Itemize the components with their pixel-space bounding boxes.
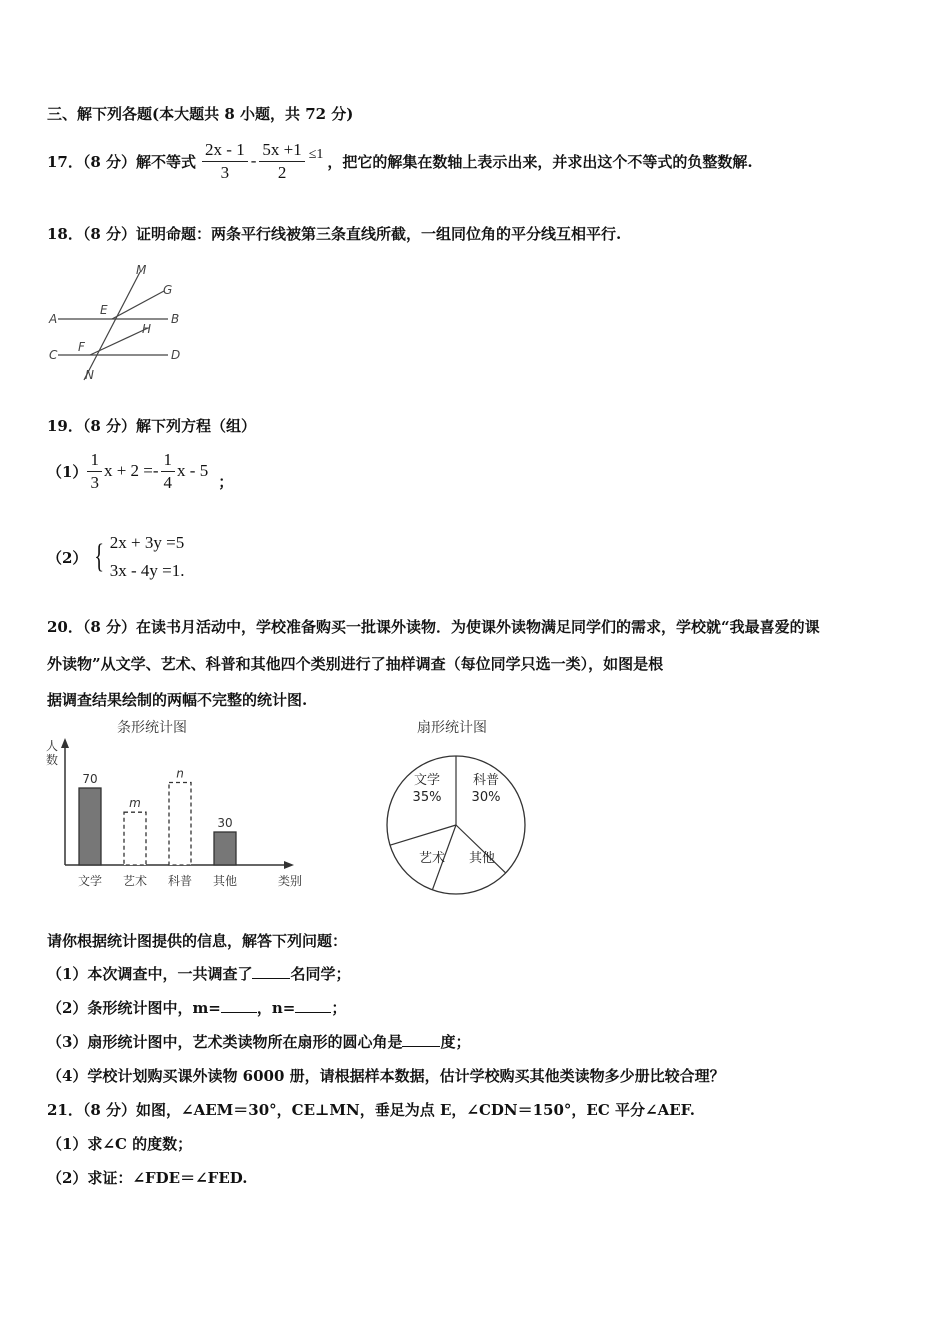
pie-slice-label: 文学 bbox=[413, 773, 441, 788]
question-21: 21．（8 分）如图，∠AEM＝30°，CE⊥MN，垂足为点 E，∠CDN＝150°，EC 平分∠AEF. bbox=[47, 1101, 696, 1119]
bar-category-label: 文学 bbox=[77, 874, 103, 888]
q20-line-2: 外读物”从文学、艺术、科普和其他四个类别进行了抽样调查（每位同学只选一类），如图是根 bbox=[47, 655, 664, 673]
question-19: 19．（8 分）解下列方程（组） bbox=[47, 417, 257, 435]
q20-sub-2: （2）条形统计图中，m= ，n= ； bbox=[47, 999, 347, 1017]
bar-chart bbox=[40, 710, 310, 895]
pie-chart-title: 扇形统计图 bbox=[417, 720, 487, 736]
x-axis-arrow-icon bbox=[284, 861, 294, 869]
pie-slice-label: 艺术 bbox=[418, 851, 446, 866]
label-n: N bbox=[85, 368, 94, 382]
label-h: H bbox=[142, 322, 152, 336]
bar-其他 bbox=[214, 832, 236, 865]
ray-eg bbox=[112, 291, 164, 319]
q19-p1-label: （1） bbox=[47, 462, 88, 481]
q19-part-1 bbox=[47, 446, 233, 496]
q19-p1-middle: x + 2 =- bbox=[103, 461, 159, 480]
q17-relation: ≤1 bbox=[308, 147, 324, 162]
pie-slice-label: 科普 bbox=[472, 773, 500, 788]
q19-p2-brace: { bbox=[94, 538, 105, 575]
q19-p2-eq2: 3x - 4y =1. bbox=[109, 561, 185, 580]
bar-chart-ylabel-2: 数 bbox=[46, 753, 59, 767]
section-title: 三、解下列各题(本大题共 8 小题，共 72 分) bbox=[47, 105, 354, 123]
bar-value-label: m bbox=[129, 796, 141, 811]
bar-艺术 bbox=[124, 812, 146, 865]
q21-sub-2: （2）求证：∠FDE＝∠FED. bbox=[47, 1169, 248, 1187]
bar-chart-ylabel-1: 人 bbox=[46, 739, 59, 753]
q17-minus: - bbox=[250, 151, 257, 170]
bar-科普 bbox=[169, 783, 191, 866]
pie-slice-percent: 35% bbox=[412, 790, 442, 805]
bar-value-label: n bbox=[176, 766, 184, 781]
q18-figure bbox=[40, 258, 200, 388]
bar-category-label: 科普 bbox=[167, 874, 193, 888]
q17-fraction-2: $\frac{5x +1}{2}$ bbox=[259, 139, 304, 184]
label-b: B bbox=[171, 312, 180, 326]
q21-sub-1: （1）求∠C 的度数； bbox=[47, 1135, 193, 1153]
label-e: E bbox=[100, 303, 108, 317]
q19-p1-fraction-1: $\frac{1}{3}$ bbox=[87, 449, 102, 494]
label-g: G bbox=[163, 283, 173, 297]
q20-sub-1: （1）本次调查中，一共调查了 名同学； bbox=[47, 965, 351, 983]
answer-blank-n[interactable] bbox=[295, 1012, 331, 1013]
label-f: F bbox=[78, 340, 85, 354]
pie-slice-percent: 30% bbox=[471, 790, 501, 805]
q19-p1-fraction-2: $\frac{1}{4}$ bbox=[161, 449, 176, 494]
y-axis-arrow-icon bbox=[61, 738, 69, 748]
answer-blank-total[interactable] bbox=[252, 978, 290, 979]
question-18: 18．（8 分）证明命题：两条平行线被第三条直线所截，一组同位角的平分线互相平行. bbox=[47, 225, 622, 243]
ray-fh bbox=[90, 328, 148, 355]
line-mn bbox=[84, 272, 140, 380]
bar-chart-title: 条形统计图 bbox=[117, 720, 187, 736]
q20-line-1: 20．（8 分）在读书月活动中，学校准备购买一批课外读物．为使课外读物满足同学们的需求，学校就“我最喜爱的课 bbox=[47, 618, 820, 636]
answer-blank-m[interactable] bbox=[221, 1012, 257, 1013]
q19-part-2 bbox=[47, 528, 185, 586]
bar-value-label: 70 bbox=[82, 772, 98, 786]
q19-p2-label: （2） bbox=[47, 548, 88, 567]
q19-p1-tail: x - 5 bbox=[177, 461, 209, 480]
label-m: M bbox=[136, 263, 147, 277]
bar-category-label: 其他 bbox=[212, 874, 238, 888]
q20-prompt: 请你根据统计图提供的信息，解答下列问题： bbox=[47, 932, 348, 950]
pie-chart bbox=[380, 710, 540, 900]
bar-文学 bbox=[79, 788, 101, 865]
q20-line-3: 据调查结果绘制的两幅不完整的统计图. bbox=[47, 691, 308, 709]
pie-slice-label: 其他 bbox=[468, 851, 496, 866]
label-d: D bbox=[171, 348, 181, 362]
question-17 bbox=[47, 136, 753, 186]
label-a: A bbox=[49, 312, 58, 326]
q17-suffix: ，把它的解集在数轴上表示出来，并求出这个不等式的负整数解. bbox=[327, 152, 753, 171]
answer-blank-angle[interactable] bbox=[402, 1046, 440, 1047]
q19-p2-eq1: 2x + 3y =5 bbox=[109, 533, 185, 552]
bar-category-label: 艺术 bbox=[122, 874, 148, 888]
bar-value-label: 30 bbox=[217, 816, 233, 830]
q19-p2-system bbox=[110, 529, 185, 585]
q20-sub-3: （3）扇形统计图中，艺术类读物所在扇形的圆心角是 度； bbox=[47, 1033, 471, 1051]
bar-chart-xlabel: 类别 bbox=[278, 874, 303, 888]
q17-fraction-1: $\frac{2x - 1}{3}$ bbox=[202, 139, 248, 184]
label-c: C bbox=[49, 348, 58, 362]
q17-prefix: 17．（8 分）解不等式 bbox=[47, 152, 197, 171]
q19-p1-end: ； bbox=[218, 472, 234, 491]
q20-sub-4: （4）学校计划购买课外读物 6000 册，请根据样本数据，估计学校购买其他类读物多少册比较合理？ bbox=[47, 1067, 725, 1085]
